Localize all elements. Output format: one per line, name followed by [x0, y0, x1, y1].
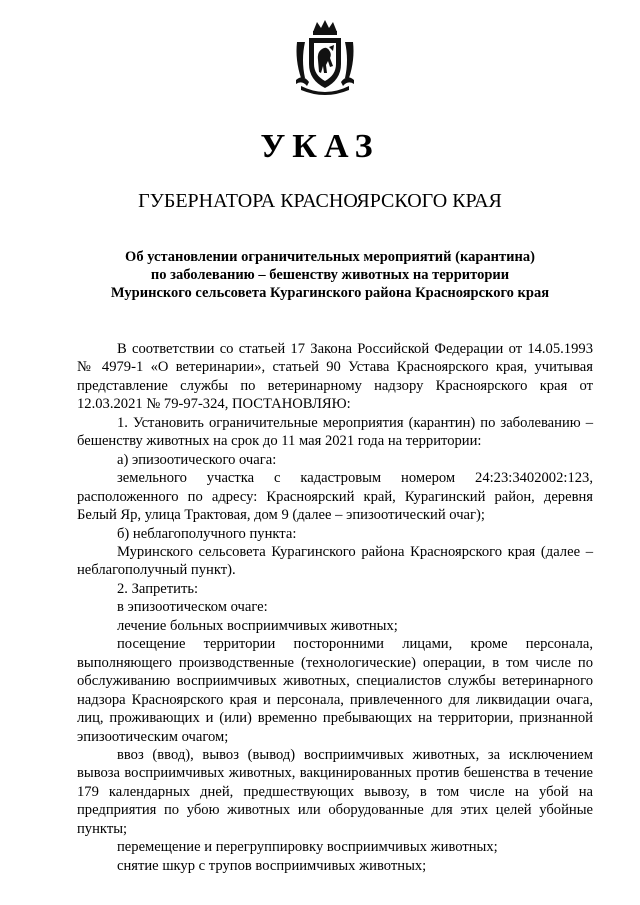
paragraph-ban-import-export: ввоз (ввод), вывоз (вывод) восприимчивых животных, за исключением вывоза восприимчивых животных, вакцинированных против бешенства в течение 179 календарных дней, предшествующих вывозу, в том числе на убой на предприятия по убою животных или оборудованные для этих целей убойные пункты;: [77, 746, 593, 837]
paragraph-item-1: 1. Установить ограничительные мероприятия (карантин) по заболеванию – бешенству животных на срок до 11 мая 2021 года на территории:: [77, 414, 593, 450]
paragraph-preamble: В соответствии со статьей 17 Закона Российской Федерации от 14.05.1993 № 4979-1 «О ветеринарии», статьей 90 Устава Красноярского края, учитывая представление службы по ветеринарному надзору Красноярского края от 12.03.2021 № 79-97-324, ПОСТАНОВЛЯЮ:: [77, 341, 593, 413]
paragraph-item-1b-text: Муринского сельсовета Курагинского района Красноярского края (далее – неблагополучный пункт).: [77, 543, 593, 579]
paragraph-item-1b: б) неблагополучного пункта:: [117, 525, 297, 542]
document-title: УКАЗ: [260, 128, 380, 165]
heading-line: Об установлении ограничительных мероприятий (карантина): [125, 249, 535, 265]
document-body: [77, 340, 593, 875]
coat-of-arms-emblem: [293, 20, 357, 96]
paragraph-ban-treatment: лечение больных восприимчивых животных;: [117, 617, 398, 634]
paragraph-item-1a: а) эпизоотического очага:: [117, 451, 277, 468]
paragraph-item-2-focus: в эпизоотическом очаге:: [117, 599, 268, 616]
paragraph-ban-visits: посещение территории посторонними лицами, кроме персонала, выполняющего производственные (технологические) операции, в том числе по обслуживанию восприимчивых животных, специалистов службы ветеринарного надзора Красноярского края и персонала, привлеченного для ликвидации очага, лиц, проживающих и (или) временно пребывающих на территории, признанной эпизоотическим очагом;: [77, 636, 593, 745]
paragraph-ban-skinning: снятие шкур с трупов восприимчивых животных;: [117, 857, 427, 874]
paragraph-item-2: 2. Запретить:: [117, 580, 199, 597]
paragraph-ban-regrouping: перемещение и перегруппировку восприимчивых животных;: [117, 839, 498, 856]
paragraph-item-1a-text: земельного участка с кадастровым номером 24:23:3402002:123, расположенного по адресу: Красноярский край, Курагинский район, деревня Белый Яр, улица Трактовая, дом 9 (далее – эпизоотический очаг);: [77, 470, 593, 524]
heading-line: по заболеванию – бешенству животных на территории: [150, 267, 510, 283]
heading-line: Муринского сельсовета Курагинского района Красноярского края: [110, 285, 550, 301]
document-subtitle: ГУБЕРНАТОРА КРАСНОЯРСКОГО КРАЯ: [138, 190, 502, 212]
document-heading: [80, 248, 580, 302]
